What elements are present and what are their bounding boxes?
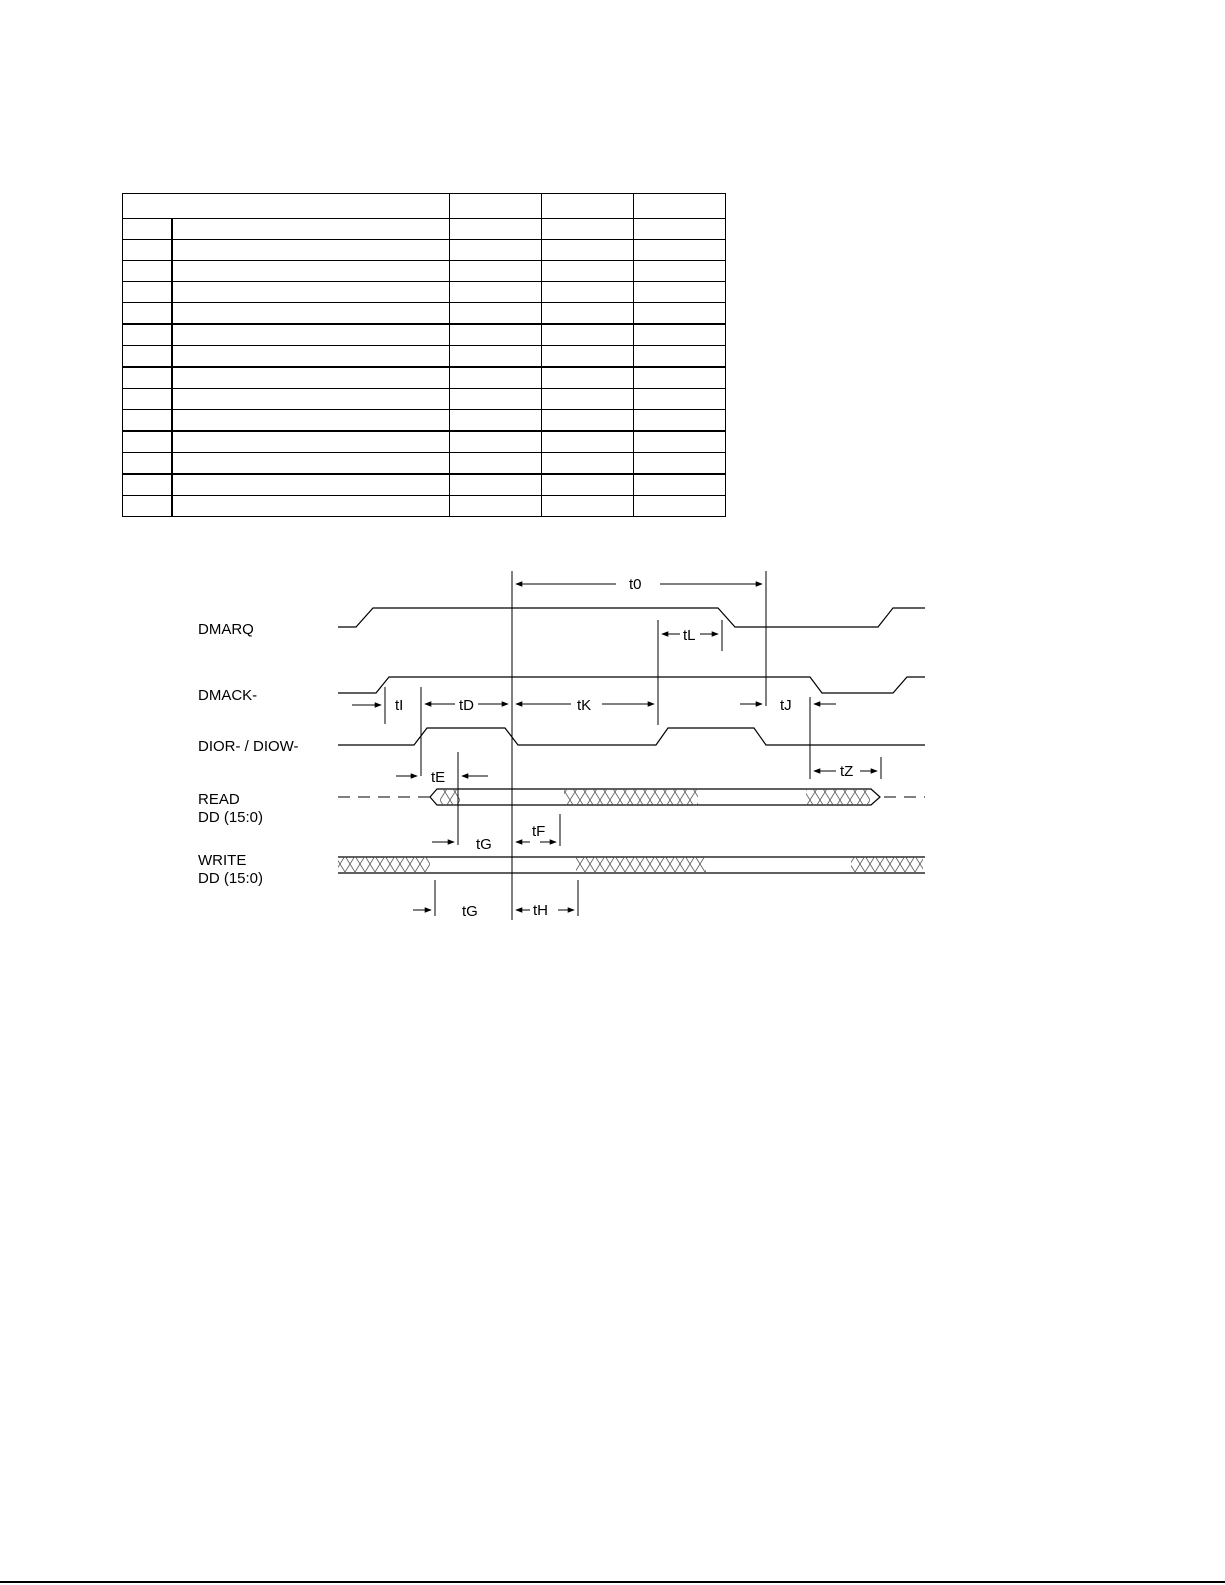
dmarq-waveform	[338, 608, 925, 627]
signal-label-dior-diow: DIOR- / DIOW-	[198, 738, 299, 755]
write-bus-transition	[851, 857, 923, 873]
timing-label-t0: t0	[629, 576, 642, 593]
timing-label-tf: tF	[532, 823, 546, 840]
read-bus-transition	[806, 789, 870, 805]
dior-diow-waveform	[338, 728, 925, 745]
write-bus-transition	[338, 857, 430, 873]
write-bus-transition	[576, 857, 706, 873]
timing-label-td: tD	[459, 697, 474, 714]
timing-label-tk: tK	[577, 697, 592, 714]
read-bus-transition	[564, 789, 698, 805]
timing-label-tz: tZ	[840, 763, 854, 780]
timing-label-ti: tI	[395, 697, 404, 714]
signal-label-dmack: DMACK-	[198, 687, 258, 704]
timing-label-tj: tJ	[780, 697, 792, 714]
timing-label-tl: tL	[683, 627, 696, 644]
read-bus-transition	[440, 789, 460, 805]
timing-label-tg-read: tG	[476, 836, 492, 853]
signal-label-write-bus: DD (15:0)	[198, 870, 264, 887]
dmack-waveform	[338, 677, 925, 693]
timing-label-tg-write: tG	[462, 903, 478, 920]
timing-label-th: tH	[533, 902, 548, 919]
signal-label-dmarq: DMARQ	[198, 621, 254, 638]
signal-label-read: READ	[198, 791, 240, 808]
signal-label-write: WRITE	[198, 852, 247, 869]
timing-label-te: tE	[431, 769, 446, 786]
signal-label-read-bus: DD (15:0)	[198, 809, 264, 826]
footer-rule	[0, 1581, 1225, 1583]
